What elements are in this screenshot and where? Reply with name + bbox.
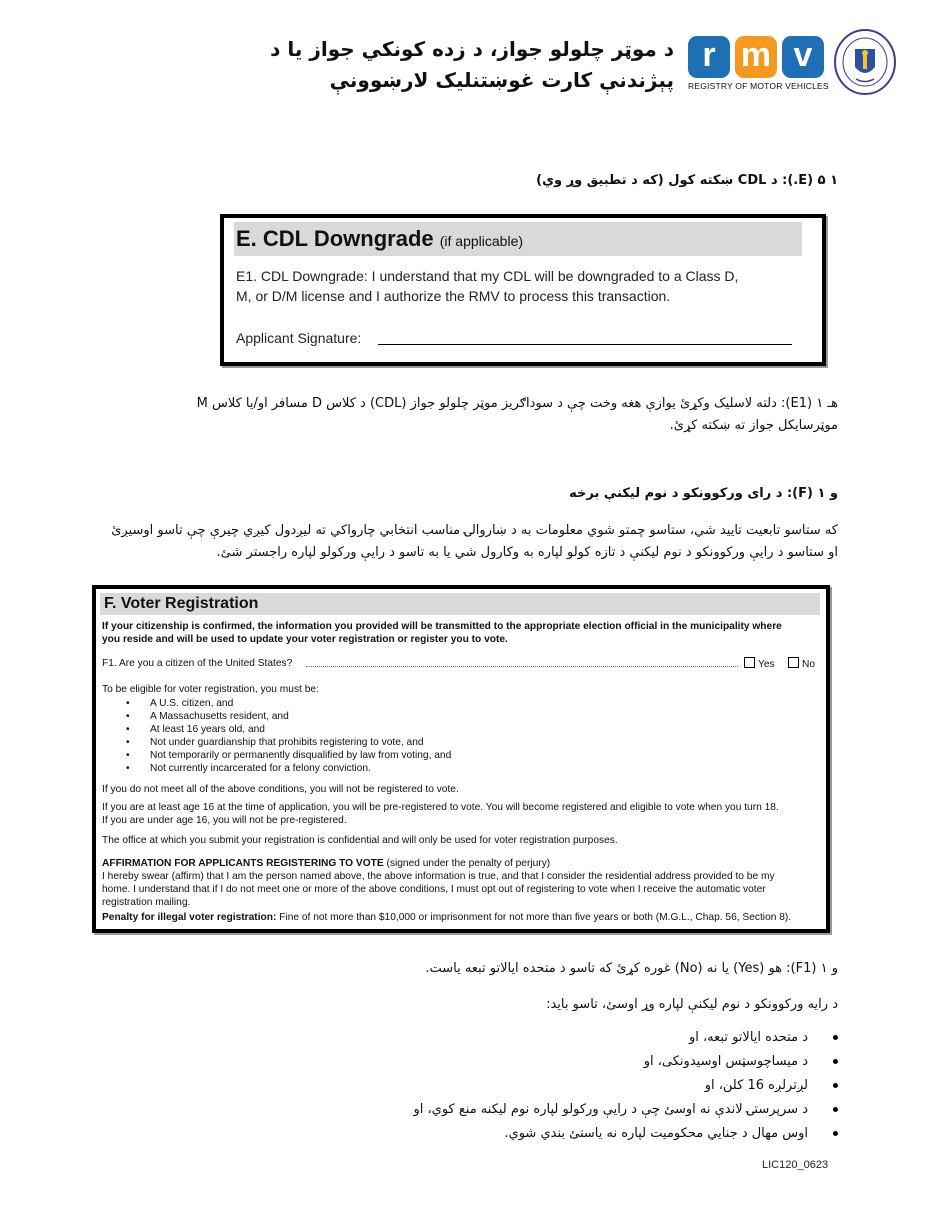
- affirmation-heading-text: AFFIRMATION FOR APPLICANTS REGISTERING TO VOTE: [102, 858, 384, 869]
- rmv-logo-m: m: [735, 36, 777, 78]
- eligibility-intro-pashto: د رایه ورکوونکو د نوم لیکنې لپاره وړ اوسئ، تاسو باید:: [546, 997, 838, 1012]
- condition-item-pashto: د میساچوسټس اوسیدونکی، او: [208, 1050, 808, 1074]
- affirmation-heading: [102, 857, 550, 870]
- office-confidential-line: The office at which you submit your registration is confidential and will only be used for voter registration purposes.: [102, 835, 618, 846]
- no-label: No: [802, 659, 816, 670]
- yes-label: Yes: [758, 659, 775, 670]
- applicant-signature-label: Applicant Signature:: [236, 330, 362, 346]
- penalty-label: Penalty for illegal voter registration:: [102, 912, 277, 923]
- voter-registration-title: F. Voter Registration: [104, 595, 259, 612]
- title-line-2: پېژندنې کارت غوښتنلیک لارښوونې: [329, 68, 674, 92]
- e1-text-line-2: M, or D/M license and I authorize the RMV to process this transaction.: [236, 288, 671, 304]
- yes-checkbox-box: [744, 657, 755, 668]
- no-checkbox-box: [788, 657, 799, 668]
- affirmation-line-3: registration mailing.: [102, 897, 191, 908]
- form-code: LIC120_0623: [762, 1159, 829, 1171]
- e1-text-line-1: E1. CDL Downgrade: I understand that my CDL will be downgraded to a Class D,: [236, 268, 739, 284]
- section-f-intro-line-1: که ستاسو تابعیت تایید شي، ستاسو چمتو شوي معلومات به د ښاروالۍ مناسب انتخابي چارواکي ته لیږدول کیږي چیرې چې تاسو اوسیږئ: [111, 523, 838, 538]
- rmv-logo-subtitle: REGISTRY OF MOTOR VEHICLES: [688, 81, 829, 91]
- f1-leader-dots: [306, 666, 738, 667]
- citizenship-line-1: If your citizenship is confirmed, the information you provided will be transmitted to the appropriate election official in the municipality where: [102, 621, 782, 632]
- cdl-downgrade-title-note: (if applicable): [439, 233, 524, 249]
- affirmation-line-2: home. I understand that if I do not meet one or more of the above conditions, I must opt out of registering to vote when I receive the automatic voter: [102, 884, 766, 895]
- voter-registration-image: F. Voter Registration If your citizenship is confirmed, the information you provided will be transmitted to the appropriate election official in the municipality where you reside and will be used to update your voter registration or register you to vote. F1. Are you a citizen of the United States? Yes No To be eligible for voter registration, you must be: • A U.S. citizen, and • A Massachusetts resident, and • At least 16 years old, and • Not under guardianship that prohibits registering to vote, and • Not temporarily or permanently disqualified by law from voting, and • Not currently incarcerated for a felony conviction. If you do not meet all of the above conditions, you will not be registered to vote. If you are at least age 16 at the time of application, you will be pre-registered to vote. You will become registered and eligible to vote when you turn 18. If you are under age 16, you will not be pre-registered. The office at which you submit your registration is confidential and will only be used for voter registration purposes. AFFIRMATION FOR APPLICANTS REGISTERING TO VOTE (signed under the penalty of perjury) I hereby swear (affirm) that I am the person named above, the above information is true, and that I consider the residential address provided to be my home. I understand that if I do not meet one or more of the above conditions, I must opt out of registering to vote when I receive the automatic voter registration mailing. Penalty for illegal voter registration: Fine of not more than $10,000 or imprisonment for not more than five years or both (M.G.L., Chap. 56, Section 8).: [92, 585, 830, 933]
- rmv-logo-v: v: [782, 36, 824, 78]
- age-line-1: If you are at least age 16 at the time of application, you will be pre-registered to vote. You will become registered and eligible to vote when you turn 18.: [102, 802, 779, 813]
- signature-line: [378, 344, 792, 345]
- citizenship-line-2: you reside and will be used to update your voter registration or register you to vote.: [102, 634, 508, 645]
- condition-item-pashto: د متحده ایالاتو تبعه، او: [208, 1026, 808, 1050]
- section-f-intro-line-2: او ستاسو د رایې ورکوونکو د نوم لیکنې د تازه کولو لپاره به وکارول شي یا به تاسو د رایې ورکولو لپاره راجستر شئ.: [216, 545, 838, 560]
- not-meet-conditions: If you do not meet all of the above conditions, you will not be registered to vote.: [102, 784, 459, 795]
- condition-item-pashto: د سرپرستۍ لاندې نه اوسئ چې د رایې ورکولو لپاره نوم لیکنه منع کوي، او: [208, 1098, 808, 1122]
- title-line-1: د موټر چلولو جواز، د زده کونکي جواز یا د: [270, 37, 674, 61]
- section-f-heading: و ۱ (F): د رای ورکوونکو د نوم لیکنې برخه: [569, 486, 838, 501]
- page-title: [254, 34, 674, 96]
- section-e-desc-line-1: هـ ۱ (E1): دلته لاسلیک وکړئ یوازې هغه وخت چې د سوداګریز موټر چلولو جواز (CDL) د کلاس D مسافر او/یا کلاس M: [196, 396, 838, 411]
- conditions-list: [208, 1026, 808, 1146]
- yes-checkbox: [744, 657, 775, 671]
- section-e-description: [118, 393, 838, 437]
- affirmation-note: (signed under the penalty of perjury): [386, 858, 551, 869]
- cdl-downgrade-title-text: E. CDL Downgrade: [236, 226, 434, 251]
- f1-description: و ۱ (F1): هو (Yes) یا نه (No) غوره کړئ که تاسو د متحده ایالاتو تبعه یاست.: [425, 961, 838, 976]
- condition-item-pashto: لږترلږه 16 کلن، او: [208, 1074, 808, 1098]
- cdl-downgrade-title: [236, 226, 523, 252]
- condition-item-pashto: اوس مهال د جنایي محکومیت لپاره نه یاستئ بندي شوي.: [208, 1122, 808, 1146]
- penalty-line: [102, 911, 791, 924]
- no-checkbox: [788, 657, 815, 671]
- rmv-logo-r: r: [688, 36, 730, 78]
- affirmation-line-1: I hereby swear (affirm) that I am the person named above, the above information is true, and that I consider the residential address provided to be my: [102, 871, 775, 882]
- penalty-text: Fine of not more than $10,000 or imprisonment for not more than five years or both (M.G.L., Chap. 56, Section 8).: [279, 912, 792, 923]
- age-line-2: If you are under age 16, you will not be pre-registered.: [102, 815, 347, 826]
- eligibility-intro: To be eligible for voter registration, you must be:: [102, 684, 319, 695]
- section-e-desc-line-2: موټرسایکل جواز ته ښکته کړئ.: [669, 418, 838, 433]
- section-f-intro: [98, 520, 838, 564]
- cdl-downgrade-image: [220, 214, 826, 366]
- section-e-heading: ۱ ۵ (E.): د CDL ښکته کول (که د تطبیق وړ وي): [536, 173, 838, 188]
- f1-question: F1. Are you a citizen of the United States?: [102, 658, 293, 669]
- massachusetts-seal-icon: [834, 29, 896, 95]
